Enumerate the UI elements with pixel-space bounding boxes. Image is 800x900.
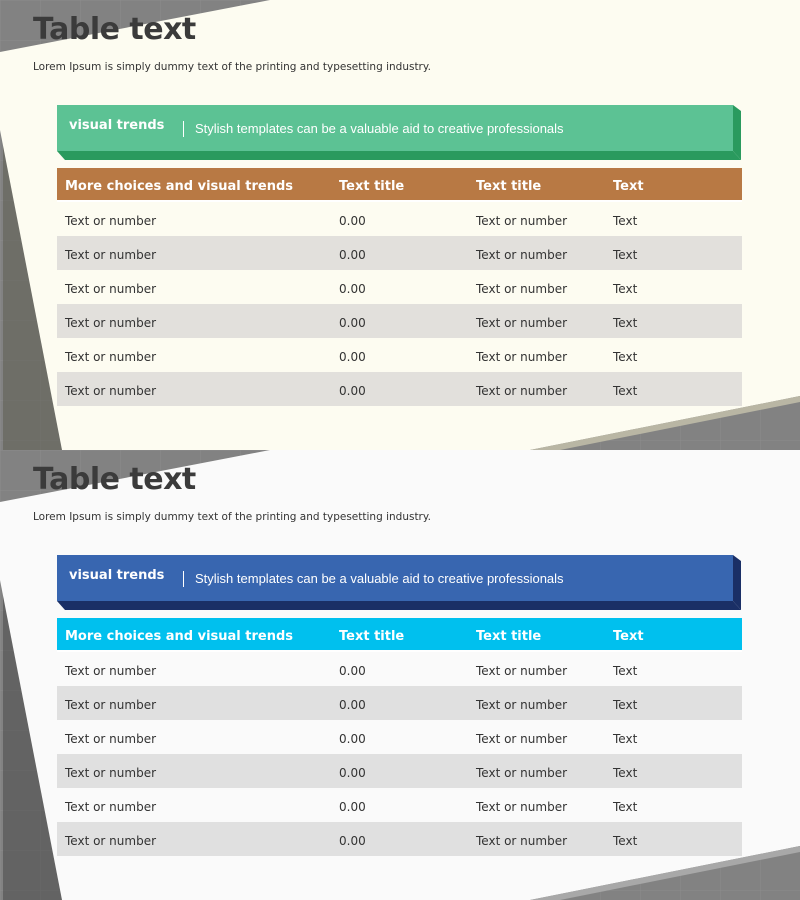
table-header-cell: Text title [339, 178, 405, 194]
table-cell: Text or number [65, 731, 157, 746]
table-cell: Text [613, 765, 638, 780]
table-cell: Text [613, 799, 638, 814]
table-cell: Text [613, 697, 638, 712]
table-row [57, 270, 742, 304]
table-header-cell: Text title [476, 178, 542, 194]
table-cell: Text or number [476, 349, 568, 364]
table-cell: 0.00 [339, 799, 366, 814]
page-title: Table text [33, 462, 196, 497]
table-cell: 0.00 [339, 315, 366, 330]
table-cell: 0.00 [339, 247, 366, 262]
banner-side-face [733, 105, 741, 160]
banner-description: Stylish templates can be a valuable aid to creative professionals [195, 121, 564, 136]
table-header-cell: More choices and visual trends [65, 178, 294, 194]
table-row [57, 236, 742, 270]
table-cell: Text or number [476, 663, 568, 678]
table-row [57, 202, 742, 236]
table-cell: 0.00 [339, 383, 366, 398]
table-cell: Text or number [65, 213, 157, 228]
table-cell: 0.00 [339, 697, 366, 712]
table-header-cell: More choices and visual trends [65, 628, 294, 644]
table-cell: Text or number [476, 697, 568, 712]
table-cell: Text [613, 731, 638, 746]
page-subtitle: Lorem Ipsum is simply dummy text of the printing and typesetting industry. [33, 61, 431, 73]
table-header-cell: Text title [476, 628, 542, 644]
table-cell: Text or number [476, 765, 568, 780]
table-row [57, 754, 742, 788]
table-cell: Text or number [476, 247, 568, 262]
table-cell: Text [613, 281, 638, 296]
table-header-row [57, 618, 742, 652]
table-cell: Text [613, 247, 638, 262]
table-cell: 0.00 [339, 765, 366, 780]
table-cell: 0.00 [339, 833, 366, 848]
banner-separator [183, 571, 184, 587]
banner-label: visual trends [69, 568, 165, 583]
table-cell: Text or number [65, 697, 157, 712]
table-cell: Text or number [65, 247, 157, 262]
table-row [57, 720, 742, 754]
table-cell: Text or number [65, 315, 157, 330]
table-cell: Text or number [65, 833, 157, 848]
table-cell: Text [613, 833, 638, 848]
table-cell: Text [613, 383, 638, 398]
table-cell: Text or number [476, 383, 568, 398]
table-cell: 0.00 [339, 349, 366, 364]
page-title: Table text [33, 12, 196, 47]
table-cell: 0.00 [339, 213, 366, 228]
banner-side-face [733, 555, 741, 610]
table-cell: Text or number [476, 833, 568, 848]
table-cell: Text or number [476, 315, 568, 330]
table-cell: Text [613, 213, 638, 228]
table-row [57, 788, 742, 822]
banner-label: visual trends [69, 118, 165, 133]
table-cell: Text or number [476, 281, 568, 296]
banner-bottom-face [57, 601, 741, 610]
table-cell: Text or number [65, 349, 157, 364]
table-row [57, 686, 742, 720]
banner-bottom-face [57, 151, 741, 160]
table-row [57, 372, 742, 406]
page-subtitle: Lorem Ipsum is simply dummy text of the printing and typesetting industry. [33, 511, 431, 523]
table-row [57, 338, 742, 372]
table-cell: 0.00 [339, 731, 366, 746]
table-cell: Text or number [65, 663, 157, 678]
table-row [57, 304, 742, 338]
table-cell: Text [613, 349, 638, 364]
table-cell: Text or number [65, 799, 157, 814]
table-header-cell: Text title [339, 628, 405, 644]
table-cell: Text [613, 315, 638, 330]
table-cell: Text or number [476, 731, 568, 746]
data-table [57, 168, 742, 406]
table-cell: 0.00 [339, 281, 366, 296]
table-header-row [57, 168, 742, 202]
table-cell: 0.00 [339, 663, 366, 678]
table-cell: Text [613, 663, 638, 678]
table-cell: Text or number [65, 383, 157, 398]
table-row [57, 822, 742, 856]
banner-description: Stylish templates can be a valuable aid to creative professionals [195, 571, 564, 586]
table-header-cell: Text [613, 178, 644, 194]
table-cell: Text or number [476, 213, 568, 228]
table-row [57, 652, 742, 686]
data-table [57, 618, 742, 856]
slide-2 [0, 450, 800, 900]
table-cell: Text or number [476, 799, 568, 814]
table-header-cell: Text [613, 628, 644, 644]
table-cell: Text or number [65, 765, 157, 780]
table-cell: Text or number [65, 281, 157, 296]
banner-separator [183, 121, 184, 137]
